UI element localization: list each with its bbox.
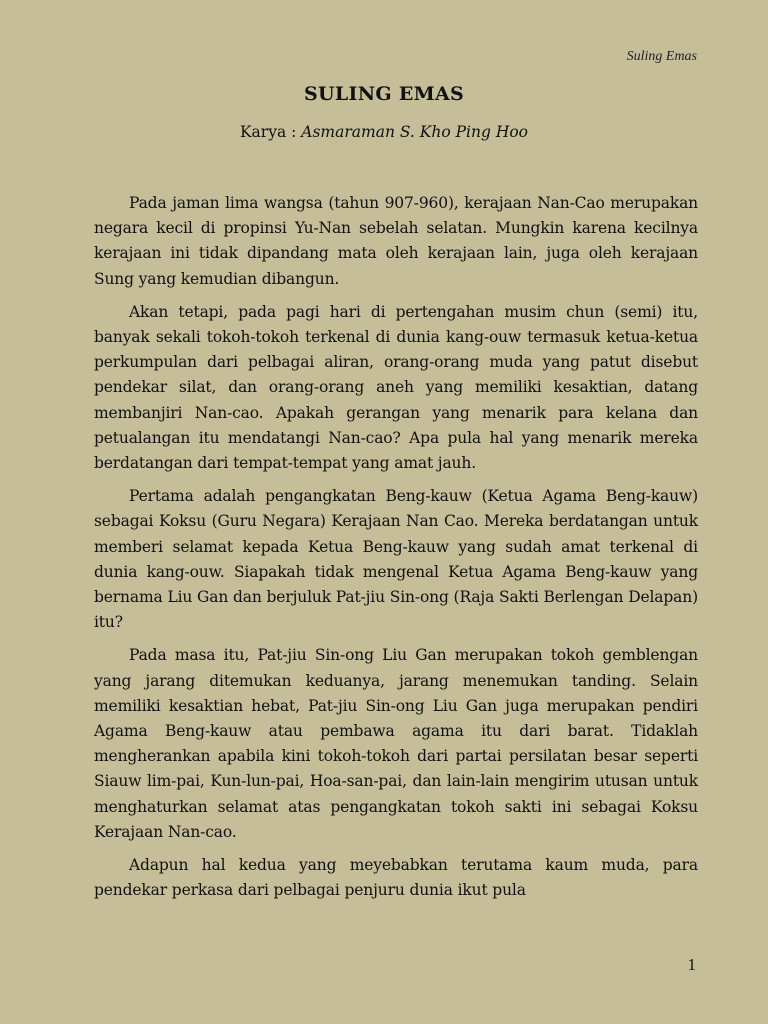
paragraph: Pada jaman lima wangsa (tahun 907-960), kerajaan Nan-Cao merupakan negara kecil di propinsi Yu-Nan sebelah selatan. Mungkin karena kecilnya kerajaan ini tidak dipandang mata oleh kerajaan lain, juga oleh kerajaan Sung yang kemudian dibangun. <box>94 194 698 288</box>
body-text <box>94 191 698 911</box>
running-header: Suling Emas <box>626 49 697 64</box>
paragraph: Adapun hal kedua yang meyebabkan terutama kaum muda, para pendekar perkasa dari pelbagai penjuru dunia ikut pula <box>94 856 698 900</box>
paragraph: Pada masa itu, Pat-jiu Sin-ong Liu Gan merupakan tokoh gemblengan yang jarang ditemukan keduanya, jarang menemukan tanding. Selain memiliki kesaktian hebat, Pat-jiu Sin-ong Liu Gan juga merupakan pendiri Agama Beng-kauw atau pembawa agama itu dari barat. Tidaklah mengherankan apabila kini tokoh-tokoh dari partai persilatan besar seperti Siauw lim-pai, Kun-lun-pai, Hoa-san-pai, dan lain-lain mengirim utusan untuk menghaturkan selamat atas pengangkatan tokoh sakti ini sebagai Koksu Kerajaan Nan-cao. <box>94 646 698 841</box>
paragraph: Akan tetapi, pada pagi hari di pertengahan musim chun (semi) itu, banyak sekali tokoh-tokoh terkenal di dunia kang-ouw termasuk ketua-ketua perkumpulan dari pelbagai aliran, orang-orang muda yang patut disebut pendekar silat, dan orang-orang aneh yang memiliki kesaktian, datang membanjiri Nan-cao. Apakah gerangan yang menarik para kelana dan petualangan itu mendatangi Nan-cao? Apa pula hal yang menarik mereka berdatangan dari tempat-tempat yang amat jauh. <box>94 302 698 473</box>
author-line <box>0 123 768 141</box>
author-prefix: Karya : <box>239 123 302 141</box>
page-number: 1 <box>687 955 696 974</box>
paragraph: Pertama adalah pengangkatan Beng-kauw (Ketua Agama Beng-kauw) sebagai Koksu (Guru Negara) Kerajaan Nan Cao. Mereka berdatangan untuk memberi selamat kepada Ketua Beng-kauw yang sudah amat terkenal di dunia kang-ouw. Siapakah tidak mengenal Ketua Agama Beng-kauw yang bernama Liu Gan dan berjuluk Pat-jiu Sin-ong (Raja Sakti Berlengan Delapan) itu? <box>94 487 698 632</box>
author-name: Asmaraman S. Kho Ping Hoo <box>301 123 529 141</box>
document-title: SULING EMAS <box>303 83 465 105</box>
